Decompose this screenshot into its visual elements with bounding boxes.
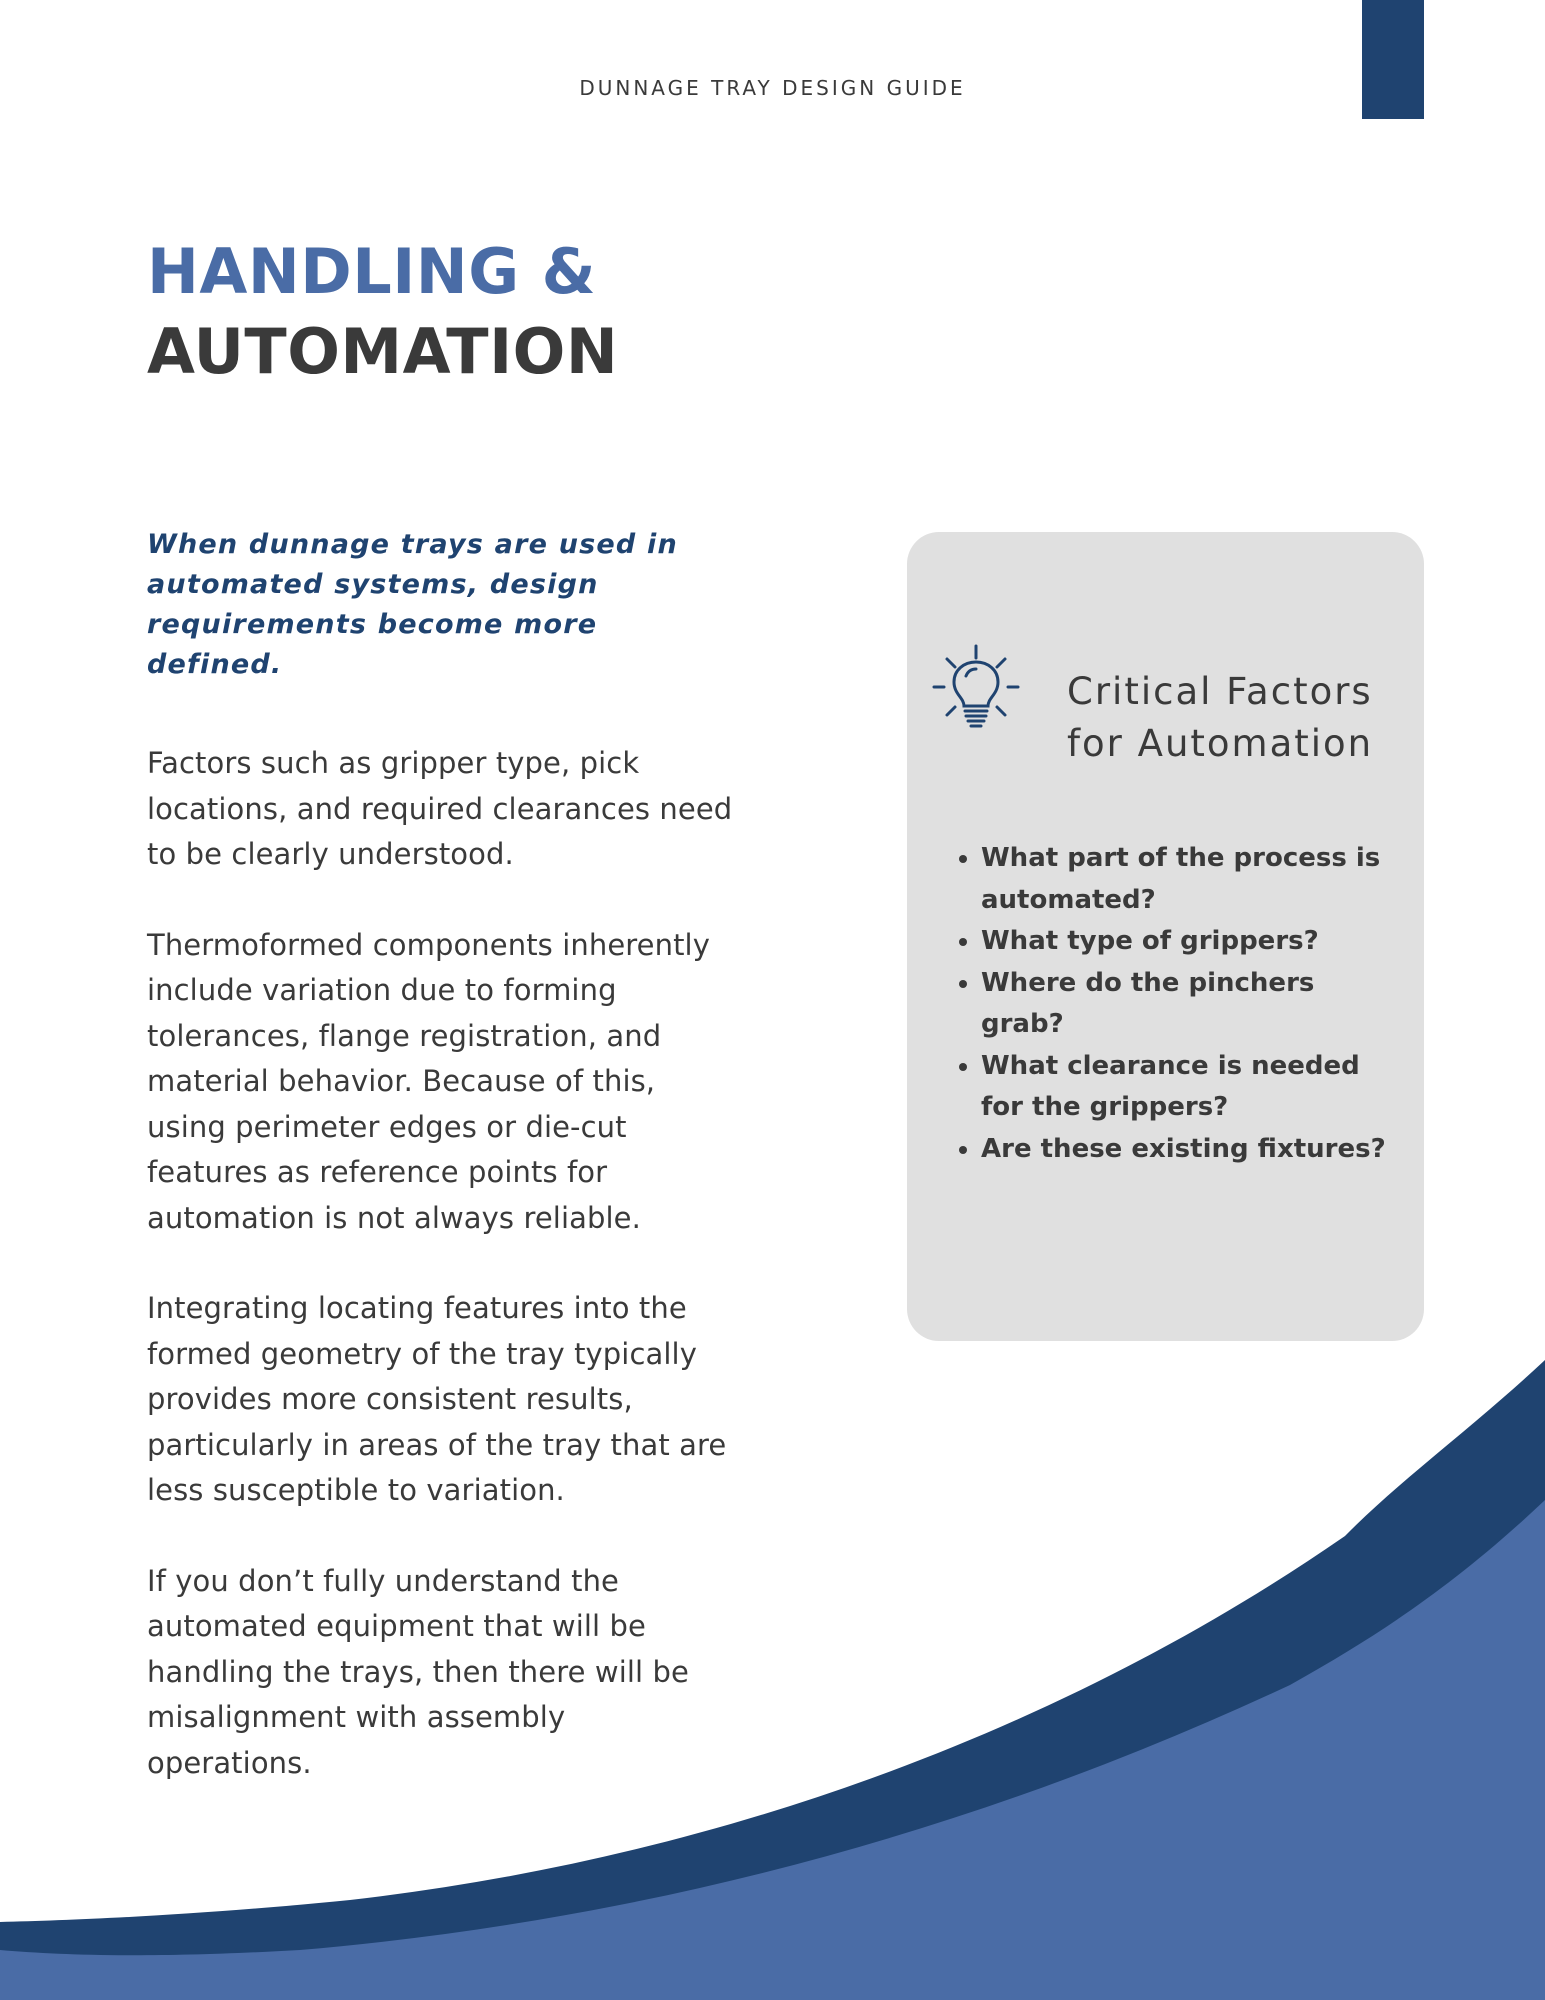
body-paragraph-2: Thermoformed components inherently include variation due to forming tolerances, flange registration, and material behavior. Because of this, using perimeter edges or die-cut features as reference points for automation is not always reliable. (147, 927, 710, 1235)
card-title-line2: for Automation (1067, 722, 1374, 765)
header-title: DUNNAGE TRAY DESIGN GUIDE (579, 76, 966, 100)
card-title-line1: Critical Factors (1067, 670, 1373, 713)
list-item: • What clearance is needed for the grippers? (981, 1046, 1406, 1129)
body-paragraph-1: Factors such as gripper type, pick locations, and required clearances need to be clearly understood. (147, 746, 733, 871)
body-paragraph-4: If you don’t fully understand the automated equipment that will be handling the trays, then there will be misalignment with assembly operations. (147, 1563, 689, 1780)
list-item: • What part of the process is automated? (981, 838, 1406, 921)
body-paragraph-3: Integrating locating features into the formed geometry of the tray typically provides more consistent results, particularly in areas of the tray that are less susceptible to variation. (147, 1291, 727, 1507)
footer-wave-decoration (0, 1340, 1545, 2000)
factors-list (981, 838, 1406, 1170)
page-title-line2: AUTOMATION (147, 315, 619, 388)
page-title-line1: HANDLING & (147, 235, 597, 308)
corner-tab-decoration (1362, 0, 1424, 119)
page-title (147, 232, 618, 392)
list-item: • What type of grippers? (981, 921, 1406, 963)
lead-paragraph: When dunnage trays are used in automated systems, design requirements become more defined. (147, 529, 678, 680)
card-title (1067, 666, 1373, 770)
lightbulb-icon (930, 642, 1022, 734)
list-item: • Are these existing fixtures? (981, 1129, 1406, 1171)
critical-factors-card (907, 532, 1424, 1341)
list-item: • Where do the pinchers grab? (981, 963, 1406, 1046)
